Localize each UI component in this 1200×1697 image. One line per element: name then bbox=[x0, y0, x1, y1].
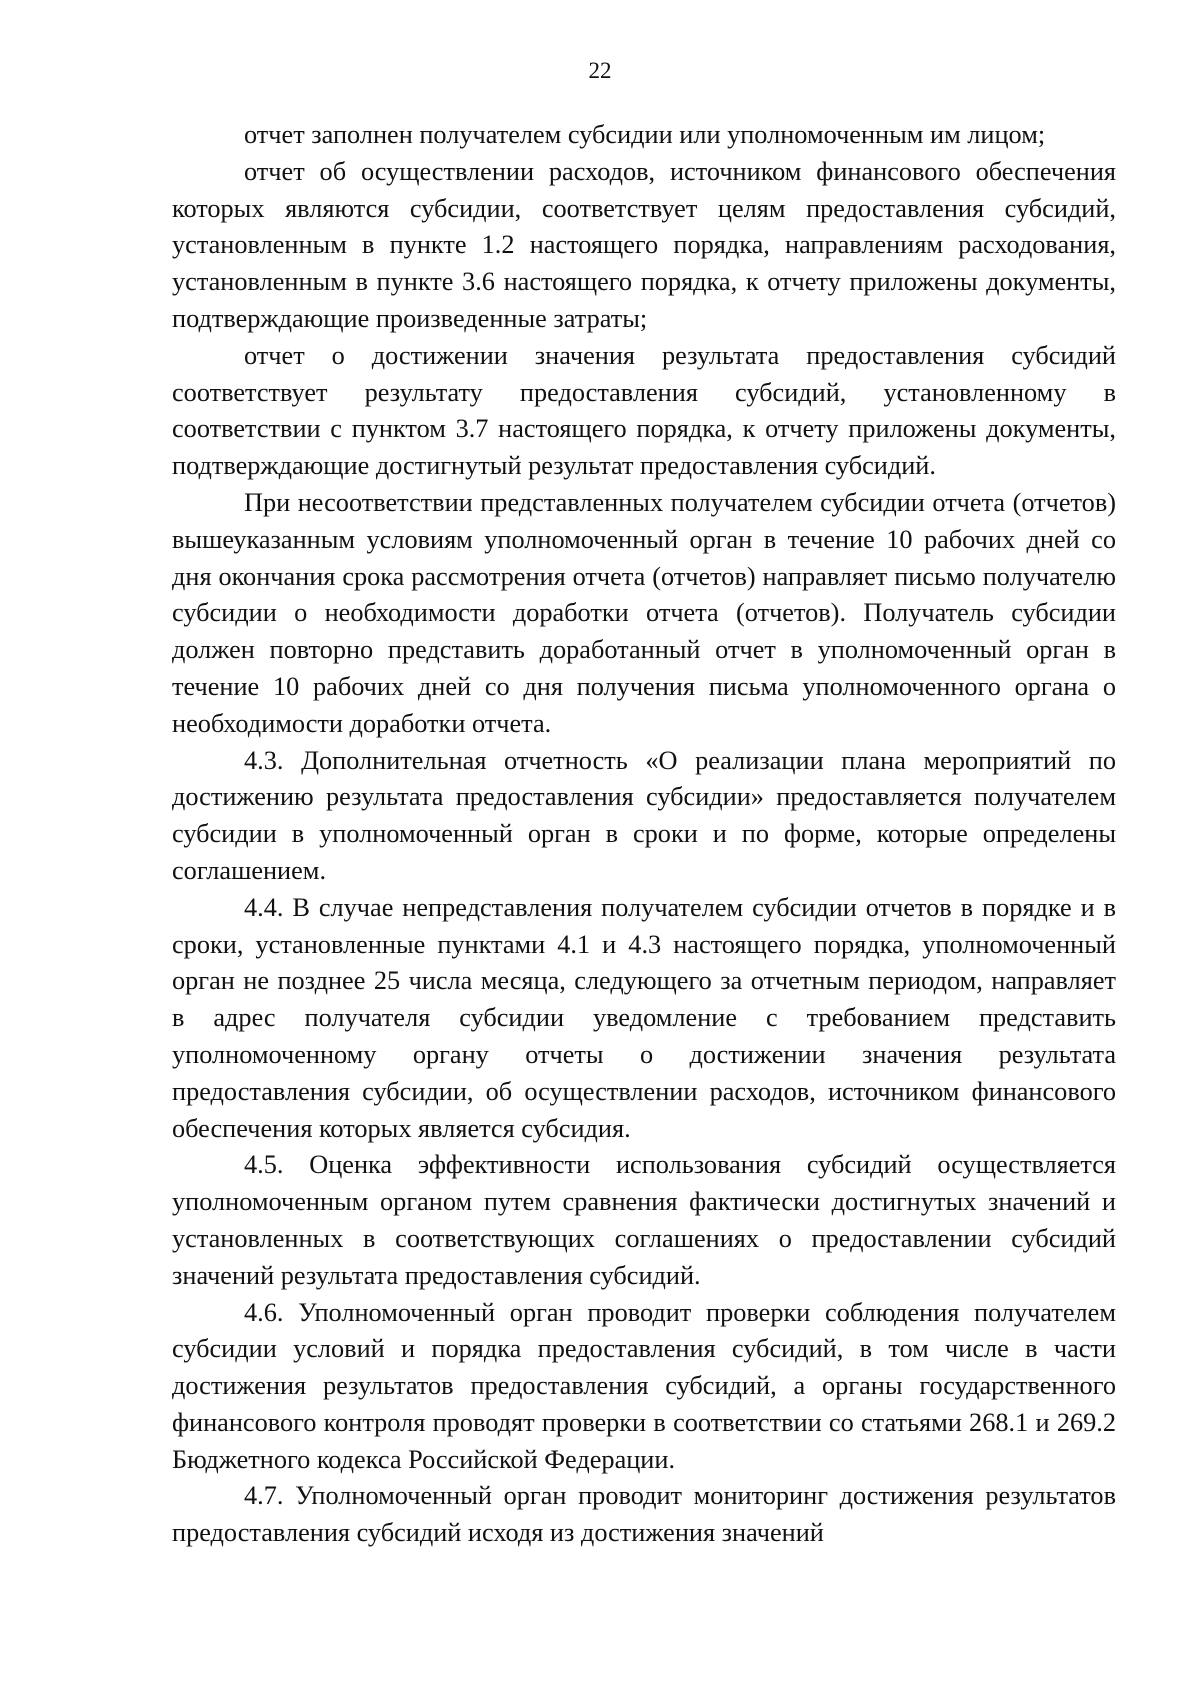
paragraph-expenses-report: отчет об осуществлении расходов, источником финансового обеспечения которых являются субсидии, соответствует целям предоставления субсидий, установленным в пункте 1.2 настоящего порядка, направлениям расходования, установленным в пункте 3.6 настоящего порядка, к отчету приложены документы, подтверждающие произведенные затраты; bbox=[172, 156, 1116, 333]
paragraph-report-filled: отчет заполнен получателем субсидии или уполномоченным им лицом; bbox=[244, 120, 1046, 149]
paragraph-4-5: 4.5. Оценка эффективности использования субсидий осуществляется уполномоченным органом путем сравнения фактически достигнутых значений и установленных в соответствующих соглашениях о предоставлении субсидий значений результата предоставления субсидий. bbox=[172, 1150, 1116, 1290]
page-number: 22 bbox=[588, 58, 612, 83]
paragraph-nonconformity: При несоответствии представленных получателем субсидии отчета (отчетов) вышеуказанным условиям уполномоченный орган в течение 10 рабочих дней со дня окончания срока рассмотрения отчета (отчетов) направляет письмо получателю субсидии о необходимости доработки отчета (отчетов). Получатель субсидии должен повторно представить доработанный отчет в уполномоченный орган в течение 10 рабочих дней со дня получения письма уполномоченного органа о необходимости доработки отчета. bbox=[172, 487, 1116, 738]
document-body bbox=[172, 117, 1116, 1552]
paragraph-result-report: отчет о достижении значения результата предоставления субсидий соответствует результату предоставления субсидий, установленному в соответствии с пунктом 3.7 настоящего порядка, к отчету приложены документы, подтверждающие достигнутый результат предоставления субсидий. bbox=[172, 340, 1116, 481]
paragraph-4-4: 4.4. В случае непредставления получателем субсидии отчетов в порядке и в сроки, установленные пунктами 4.1 и 4.3 настоящего порядка, уполномоченный орган не позднее 25 числа месяца, следующего за отчетным периодом, направляет в адрес получателя субсидии уведомление с требованием представить уполномоченному органу отчеты о достижении значения результата предоставления субсидии, об осуществлении расходов, источником финансового обеспечения которых является субсидия. bbox=[172, 892, 1116, 1143]
paragraph-4-6: 4.6. Уполномоченный орган проводит проверки соблюдения получателем субсидии условий и порядка предоставления субсидий, в том числе в части достижения результатов предоставления субсидий, а органы государственного финансового контроля проводят проверки в соответствии со статьями 268.1 и 269.2 Бюджетного кодекса Российской Федерации. bbox=[172, 1297, 1116, 1474]
paragraph-4-7: 4.7. Уполномоченный орган проводит мониторинг достижения результатов предоставления субсидий исходя из достижения значений bbox=[172, 1481, 1116, 1548]
paragraph-4-3: 4.3. Дополнительная отчетность «О реализации плана мероприятий по достижению результата предоставления субсидии» предоставляется получателем субсидии в уполномоченный орган в сроки и по форме, которые определены соглашением. bbox=[172, 745, 1116, 885]
